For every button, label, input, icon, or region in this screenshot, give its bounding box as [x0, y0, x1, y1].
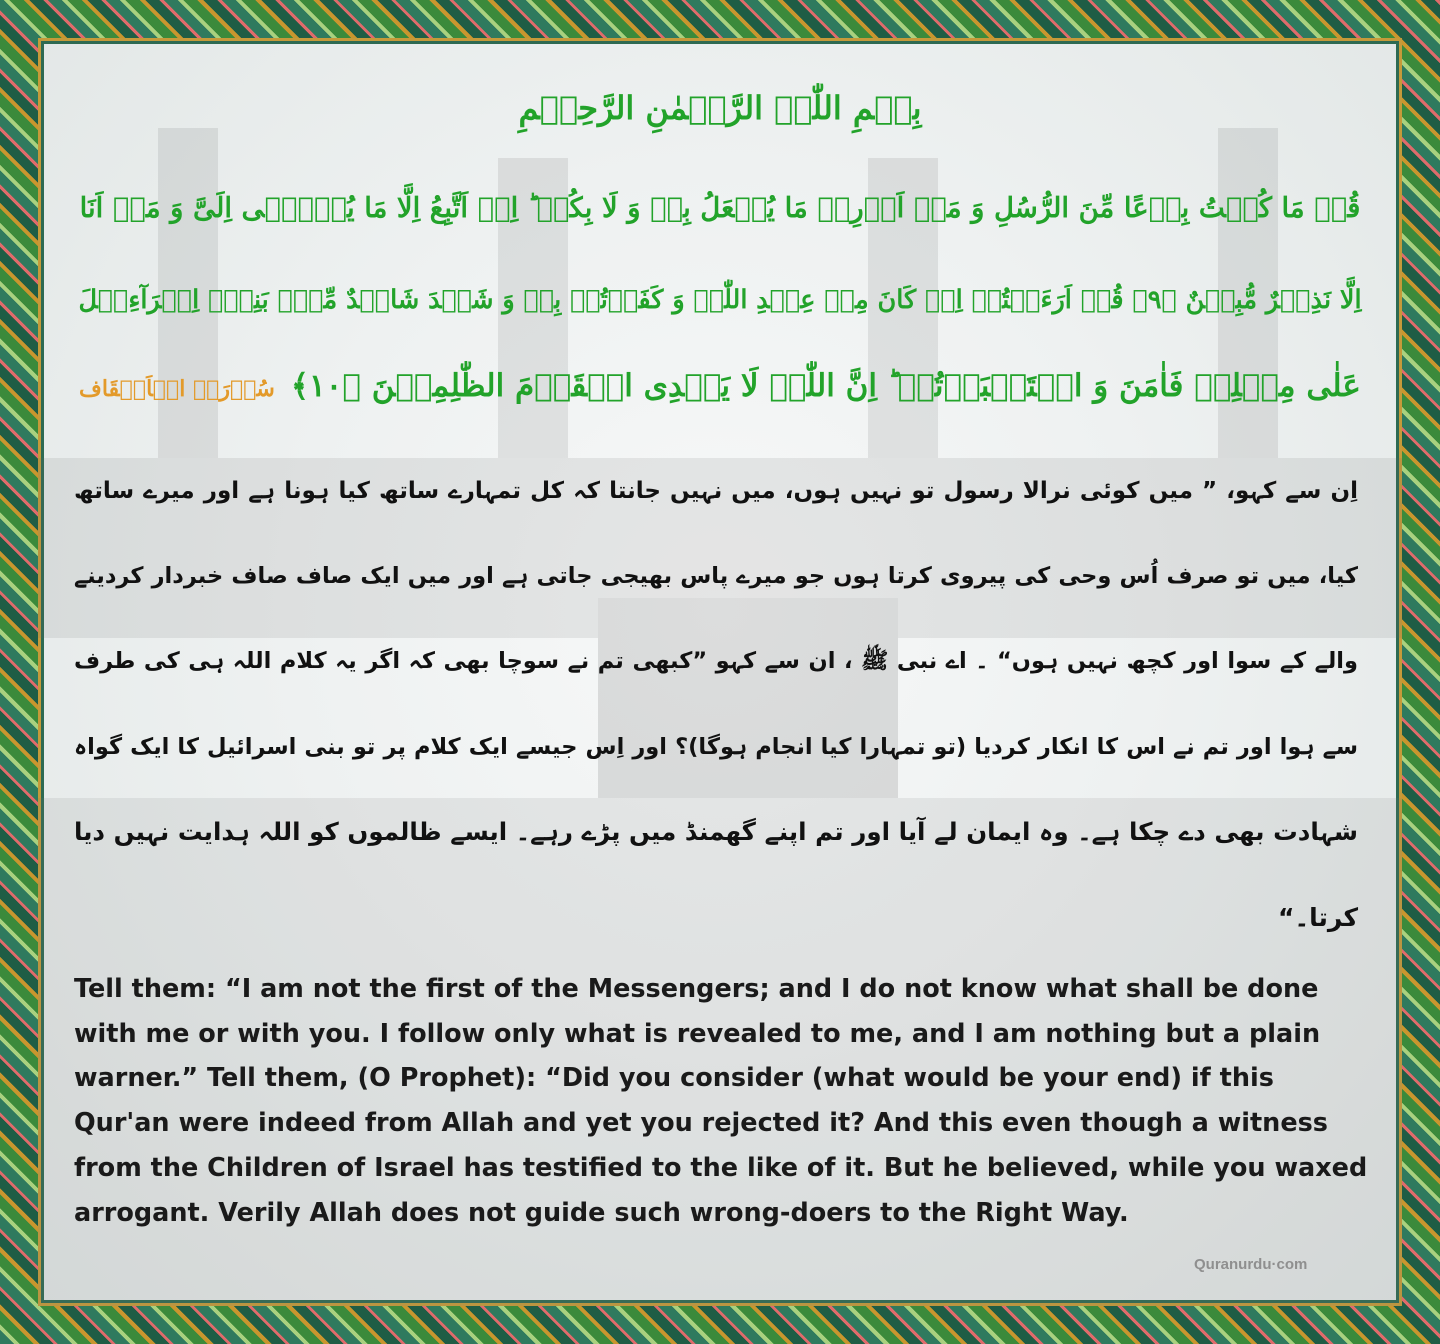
arabic-verse-line-2: اِلَّا نَذِیۡرٌ مُّبِیۡنٌ ﴿۹﴾ قُلۡ اَرَءَیۡتُمۡ اِنۡ کَانَ مِنۡ عِنۡدِ اللّٰہِ وَ کَفَرۡتُمۡ بِہٖ وَ شَہِدَ شَاہِدٌ مِّنۡۢ بَنِیۡۤ اِسۡرَآءِیۡلَ [78, 285, 1362, 315]
arabic-verse-line-3 [78, 356, 1362, 419]
bismillah-heading: بِسۡمِ اللّٰہِ الرَّحۡمٰنِ الرَّحِیۡمِ [518, 89, 922, 127]
urdu-translation-line-6: کرتا۔“ [1278, 903, 1358, 932]
english-translation: Tell them: “I am not the first of the Messengers; and I do not know what shall be done with me or with you. I follow only what is revealed to me, and I am nothing but a plain warner.” Tell them, (O Prophet): “Did you consider (what would be your end) if this Qur'an were indeed from Allah and yet you rejected it? And this even though a witness from the Children of Israel has testified to the like of it. But he believed, while you waxed arrogant. Verily Allah does not guide such wrong-doers to the Right Way. [74, 974, 1368, 1228]
site-watermark: Quranurdu·com [1194, 1256, 1308, 1273]
urdu-translation-line-1: اِن سے کہو، ” میں کوئی نرالا رسول تو نہیں ہوں، میں نہیں جانتا کہ کل تمہارے ساتھ کیا ہونا ہے اور میرے ساتھ [74, 478, 1358, 504]
arabic-verse-line-3-text: عَلٰی مِثۡلِہٖ فَاٰمَنَ وَ اسۡتَکۡبَرۡتُمۡ ؕ اِنَّ اللّٰہَ لَا یَہۡدِی الۡقَوۡمَ الظّٰلِمِیۡنَ ﴿۱۰﴾ [290, 368, 1361, 404]
surah-name-label: سُوۡرَۃُ الۡاَحۡقَاف [79, 376, 275, 402]
content-panel [38, 38, 1402, 1306]
urdu-translation-line-3: والے کے سوا اور کچھ نہیں ہوں“ ۔ اے نبی ﷺ ، ان سے کہو ”کبھی تم نے سوچا بھی کہ اگر یہ کلام اللہ ہی کی طرف [74, 648, 1358, 674]
urdu-translation-line-4: سے ہوا اور تم نے اس کا انکار کردیا (تو تمہارا کیا انجام ہوگا)؟ اور اِس جیسے ایک کلام پر تو بنی اسرائیل کا ایک گواہ [74, 734, 1358, 760]
urdu-translation-line-5: شہادت بھی دے چکا ہے۔ وہ ایمان لے آیا اور تم اپنے گھمنڈ میں پڑے رہے۔ ایسے ظالموں کو اللہ ہدایت نہیں دیا [74, 817, 1358, 846]
arabic-verse-line-1: قُلۡ مَا کُنۡتُ بِدۡعًا مِّنَ الرُّسُلِ وَ مَاۤ اَدۡرِیۡ مَا یُفۡعَلُ بِیۡ وَ لَا بِکُمۡ ؕ اِنۡ اَتَّبِعُ اِلَّا مَا یُوۡحٰۤی اِلَیَّ وَ مَاۤ اَنَا [79, 192, 1361, 224]
urdu-translation-line-2: کیا، میں تو صرف اُس وحی کی پیروی کرتا ہوں جو میرے پاس بھیجی جاتی ہے اور میں ایک صاف صاف خبردار کردینے [74, 563, 1358, 589]
